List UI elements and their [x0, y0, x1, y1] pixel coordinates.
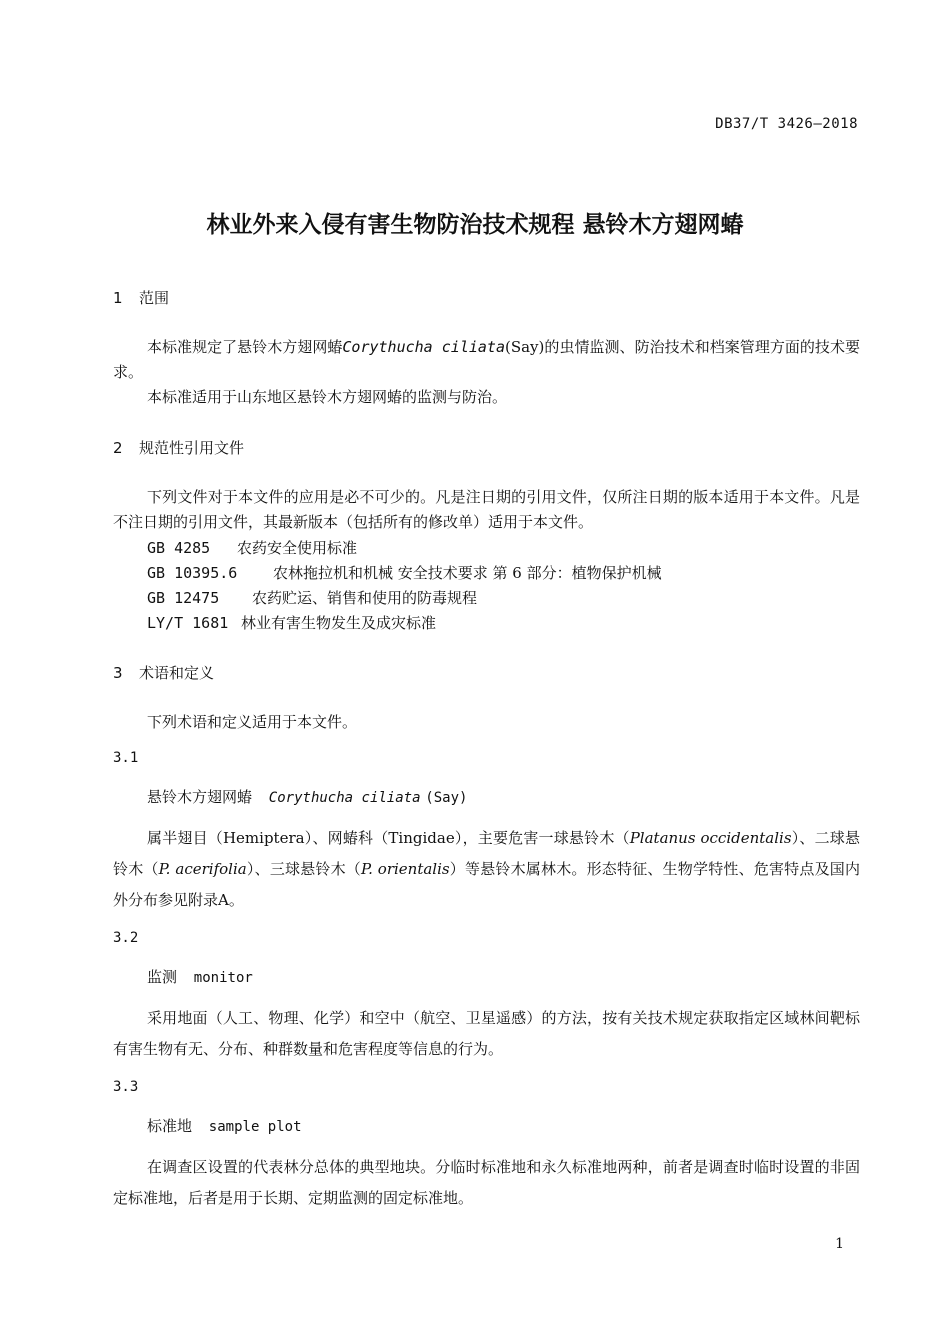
document-title: 林业外来入侵有害生物防治技术规程 悬铃木方翅网蝽: [206, 212, 744, 238]
term-author: (Say): [425, 790, 468, 806]
term-definition: 采用地面（人工、物理、化学）和空中（航空、卫星遥感）的方法，按有关技术规定获取指定区域林间靶标有害生物有无、分布、种群数量和危害程度等信息的行为。: [113, 1009, 860, 1058]
latin-name: P. orientalis: [361, 860, 450, 878]
section-number: 3: [113, 664, 123, 682]
latin-name: Corythucha ciliata: [342, 338, 505, 356]
reference-code: LY/T 1681: [147, 614, 229, 632]
section-2-heading: [113, 437, 244, 458]
term-latin: Corythucha ciliata: [268, 790, 421, 806]
reference-item: [147, 562, 662, 583]
section-2-paragraph-1: 下列文件对于本文件的应用是必不可少的。凡是注日期的引用文件，仅所注日期的版本适用于本文件。凡是不注日期的引用文件，其最新版本（包括所有的修改单）适用于本文件。: [113, 488, 860, 531]
term-heading: [147, 1115, 302, 1136]
reference-title: 农药安全使用标准: [237, 539, 358, 557]
section-title: 规范性引用文件: [139, 439, 245, 457]
term-definition: 在调查区设置的代表林分总体的典型地块。分临时标准地和永久标准地两种，前者是调查时临时设置的非固定标准地，后者是用于长期、定期监测的固定标准地。: [113, 1158, 860, 1207]
term-definition: [113, 823, 860, 916]
term-number: 3.2: [113, 930, 139, 946]
reference-title: 农林拖拉机和机械 安全技术要求 第 6 部分：植物保护机械: [273, 564, 662, 582]
reference-code: GB 12475: [147, 589, 220, 607]
term-number: 3.1: [113, 750, 139, 766]
reference-item: [147, 587, 477, 608]
term-english: sample plot: [208, 1119, 302, 1135]
term-number: 3.3: [113, 1079, 139, 1095]
section-1-paragraph-2: 本标准适用于山东地区悬铃木方翅网蝽的监测与防治。: [147, 388, 508, 406]
reference-code: GB 4285: [147, 539, 211, 557]
term-heading: [147, 966, 253, 987]
page-number: 1: [835, 1236, 844, 1252]
text: ）等悬铃木属林木。形态特征、生物学特性、危害特点及国内外分布参见附录A。: [113, 860, 860, 909]
latin-name: P. acerifolia: [158, 860, 247, 878]
text: 属半翅目（Hemiptera）、网蝽科（Tingidae），主要危害一球悬铃木（: [147, 829, 630, 847]
section-title: 术语和定义: [139, 664, 215, 682]
section-title: 范围: [139, 289, 170, 307]
latin-name: Platanus occidentalis: [629, 829, 792, 847]
term-chinese: 监测: [147, 968, 178, 986]
reference-item: [147, 537, 357, 558]
term-heading: [147, 786, 467, 807]
section-3-heading: [113, 662, 214, 683]
term-chinese: 标准地: [147, 1117, 193, 1135]
section-1-heading: [113, 287, 169, 308]
term-english: monitor: [193, 970, 253, 986]
text: ）、三球悬铃木（: [246, 860, 362, 878]
reference-title: 农药贮运、销售和使用的防毒规程: [252, 589, 478, 607]
reference-code: GB 10395.6: [147, 564, 238, 582]
term-chinese: 悬铃木方翅网蝽: [147, 788, 253, 806]
section-3-intro: 下列术语和定义适用于本文件。: [147, 713, 358, 731]
text: ）、二球悬铃木（: [113, 829, 860, 878]
section-1-paragraph-1: [113, 335, 860, 385]
reference-item: [147, 612, 436, 633]
text: (Say)的虫情监测、防治技术和档案管理方面的技术要求。: [113, 338, 860, 381]
section-number: 2: [113, 439, 123, 457]
reference-title: 林业有害生物发生及成灾标准: [241, 614, 437, 632]
standard-code: DB37/T 3426—2018: [715, 116, 858, 132]
text: 本标准规定了悬铃木方翅网蝽: [147, 338, 343, 356]
section-number: 1: [113, 289, 123, 307]
